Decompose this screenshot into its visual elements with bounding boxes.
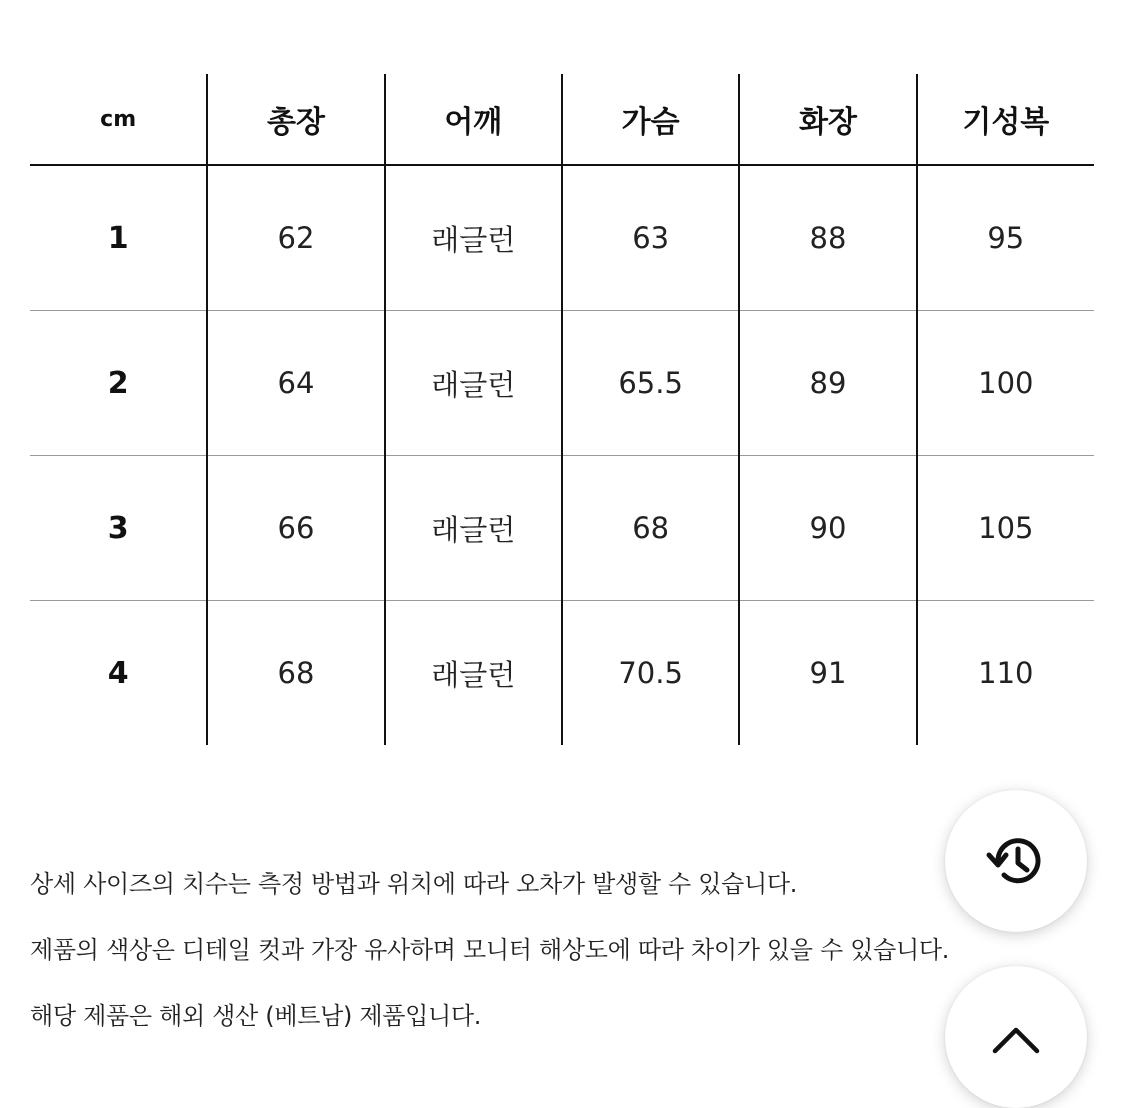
table-row — [30, 601, 1094, 746]
size-table — [30, 74, 1094, 745]
size-label: 4 — [30, 601, 207, 746]
total-length-value: 66 — [207, 456, 384, 601]
shoulder-value: 래글런 — [385, 601, 562, 746]
chest-value: 63 — [562, 165, 739, 311]
standard-size-value: 100 — [917, 311, 1094, 456]
standard-size-value: 105 — [917, 456, 1094, 601]
header-chest: 가슴 — [562, 74, 739, 165]
chest-value: 65.5 — [562, 311, 739, 456]
note-color: 제품의 색상은 디테일 컷과 가장 유사하며 모니터 해상도에 따라 차이가 있을 수 있습니다. — [30, 936, 950, 964]
shoulder-value: 래글런 — [385, 311, 562, 456]
scroll-top-button[interactable] — [945, 966, 1087, 1108]
header-unit: cm — [30, 74, 207, 165]
table-row — [30, 311, 1094, 456]
table-row — [30, 165, 1094, 311]
header-sleeve: 화장 — [739, 74, 916, 165]
header-standard-size: 기성복 — [917, 74, 1094, 165]
size-label: 1 — [30, 165, 207, 311]
header-shoulder: 어깨 — [385, 74, 562, 165]
note-origin: 해당 제품은 해외 생산 (베트남) 제품입니다. — [30, 1002, 482, 1030]
notes-section — [30, 862, 949, 1060]
size-label: 2 — [30, 311, 207, 456]
total-length-value: 64 — [207, 311, 384, 456]
note-measurement: 상세 사이즈의 치수는 측정 방법과 위치에 따라 오차가 발생할 수 있습니다. — [30, 870, 798, 898]
standard-size-value: 95 — [917, 165, 1094, 311]
chevron-up-icon — [986, 1007, 1046, 1067]
total-length-value: 68 — [207, 601, 384, 746]
sleeve-value: 88 — [739, 165, 916, 311]
history-button[interactable] — [945, 790, 1087, 932]
standard-size-value: 110 — [917, 601, 1094, 746]
chest-value: 70.5 — [562, 601, 739, 746]
history-icon — [984, 829, 1048, 893]
total-length-value: 62 — [207, 165, 384, 311]
table-header-row — [30, 74, 1094, 165]
size-label: 3 — [30, 456, 207, 601]
sleeve-value: 91 — [739, 601, 916, 746]
header-total-length: 총장 — [207, 74, 384, 165]
chest-value: 68 — [562, 456, 739, 601]
shoulder-value: 래글런 — [385, 456, 562, 601]
table-row — [30, 456, 1094, 601]
sleeve-value: 89 — [739, 311, 916, 456]
shoulder-value: 래글런 — [385, 165, 562, 311]
sleeve-value: 90 — [739, 456, 916, 601]
